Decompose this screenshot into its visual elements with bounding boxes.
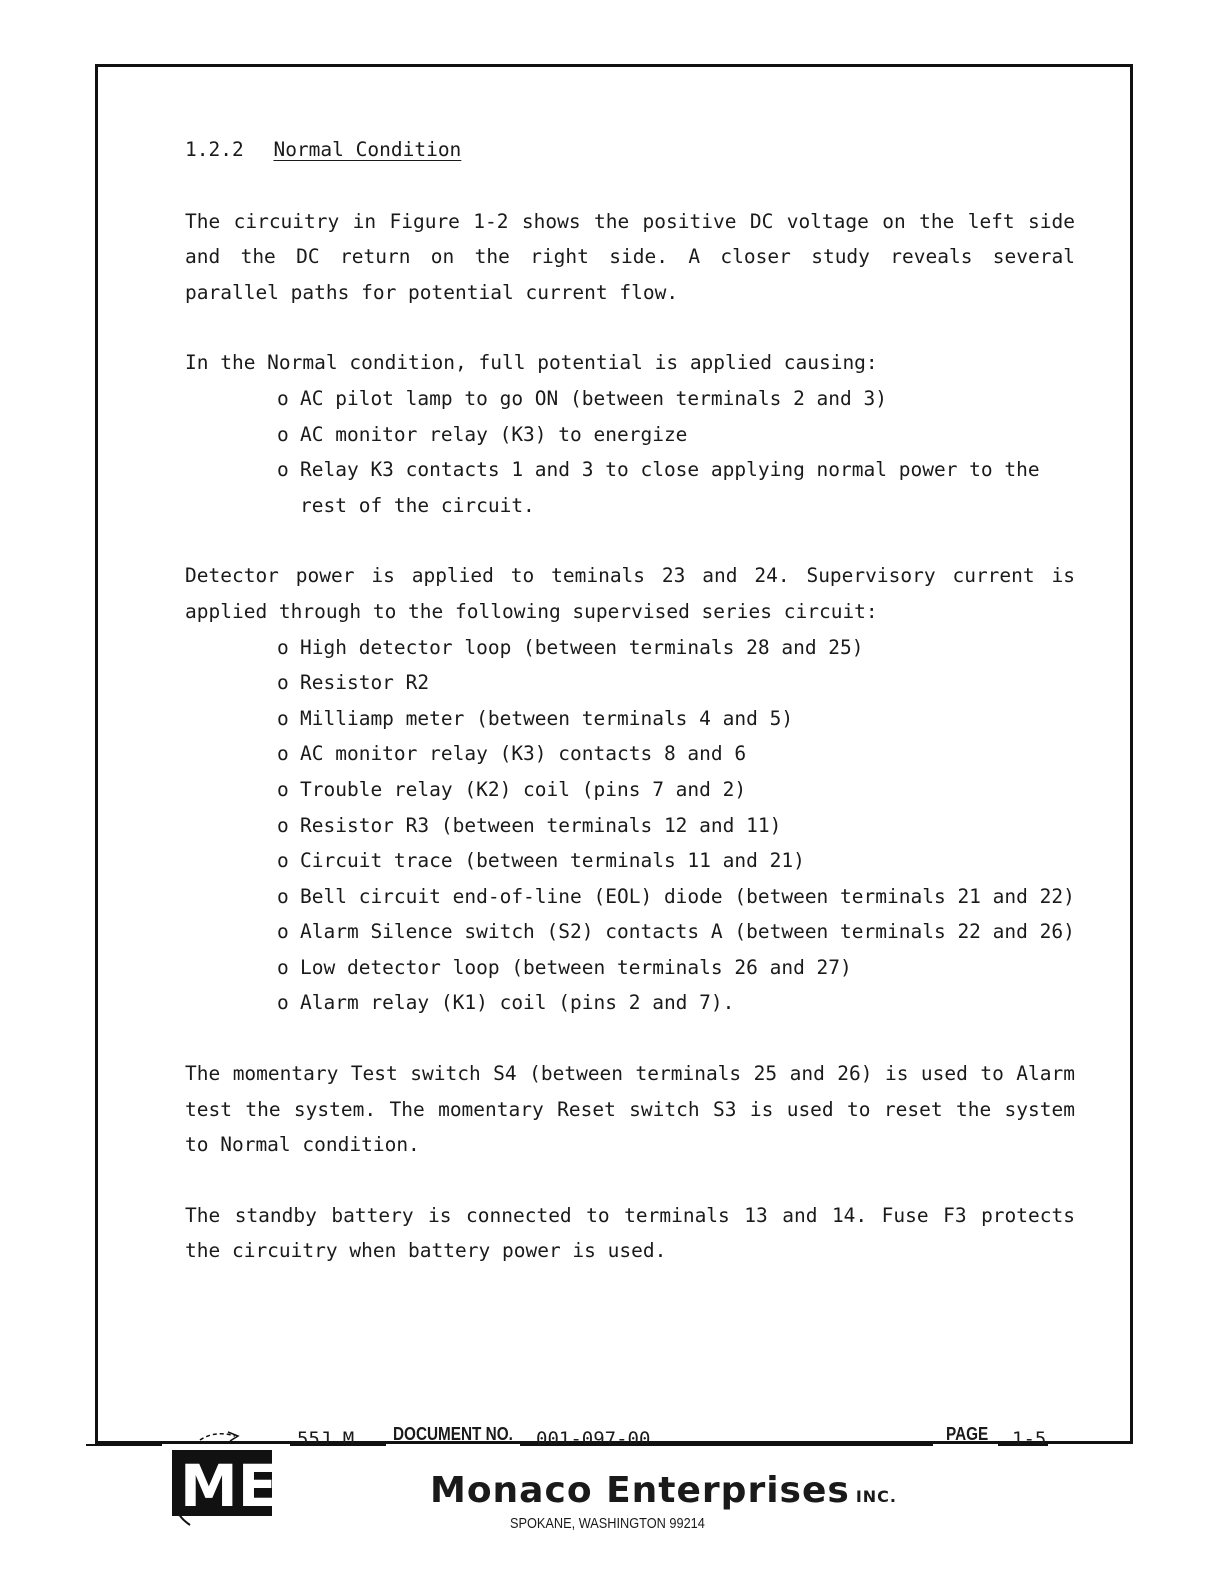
logo-lettering: ME [180,1452,278,1520]
battery-paragraph: The standby battery is connected to terminals 13 and 14. Fuse F3 protects the circuitry when battery power is used. [185,1203,1075,1263]
section-heading [185,132,1075,168]
section-title: Normal Condition [273,138,462,161]
company-address: SPOKANE, WASHINGTON 99214 [510,1515,705,1532]
normal-condition-list [277,381,1075,523]
list-item: o Trouble relay (K2) coil (pins 7 and 2) [277,772,1075,808]
document-number: 001-097-00 [536,1428,651,1450]
list-item: o AC monitor relay (K3) contacts 8 and 6 [277,736,1075,772]
section-number: 1.2.2 [185,138,244,161]
list-item: o Milliamp meter (between terminals 4 and 5) [277,701,1075,737]
detector-paragraph: Detector power is applied to teminals 23 and 24. Supervisory current is applied through to the following supervised series circuit: [185,564,1075,623]
list-item: o Resistor R2 [277,665,1075,701]
document-body [185,132,1075,1304]
test-switch-paragraph: The momentary Test switch S4 (between terminals 25 and 26) is used to Alarm test the system. The momentary Reset switch S3 is used to reset the system to Normal condition. [185,1062,1075,1157]
model-underline [290,1444,386,1446]
series-circuit-list [277,630,1075,1022]
list-item: o Alarm Silence switch (S2) contacts A (between terminals 22 and 26) [277,914,1075,950]
company-logo [150,1420,280,1530]
page-number: 1-5 [1012,1428,1047,1450]
list-item: o Resistor R3 (between terminals 12 and 11) [277,808,1075,844]
page-label: PAGE [946,1424,989,1444]
list-item: o Alarm relay (K1) coil (pins 2 and 7). [277,985,1075,1021]
list-item: o Circuit trace (between terminals 11 and 21) [277,843,1075,879]
list-item: o AC monitor relay (K3) to energize [277,417,1075,453]
list-item: o Low detector loop (between terminals 26 and 27) [277,950,1075,986]
normal-lead-paragraph: In the Normal condition, full potential is applied causing: [185,351,878,375]
document-number-label: DOCUMENT NO. [393,1424,513,1444]
list-item: o High detector loop (between terminals 28 and 25) [277,630,1075,666]
company-name-block [430,1470,897,1511]
intro-paragraph: The circuitry in Figure 1-2 shows the positive DC voltage on the left side and the DC return on the right side. A closer study reveals several parallel paths for potential current flow. [185,209,1075,304]
company-suffix: INC. [855,1487,897,1506]
list-item: o Bell circuit end-of-line (EOL) diode (between terminals 21 and 22) [277,879,1075,915]
list-item: o AC pilot lamp to go ON (between terminals 2 and 3) [277,381,1075,417]
page-number-underline [998,1444,1048,1446]
document-number-underline [520,1444,933,1446]
company-name: Monaco Enterprises [430,1470,850,1511]
list-item: o Relay K3 contacts 1 and 3 to close applying normal power to the rest of the circuit. [277,452,1075,523]
model-number: 55J M [297,1428,355,1450]
